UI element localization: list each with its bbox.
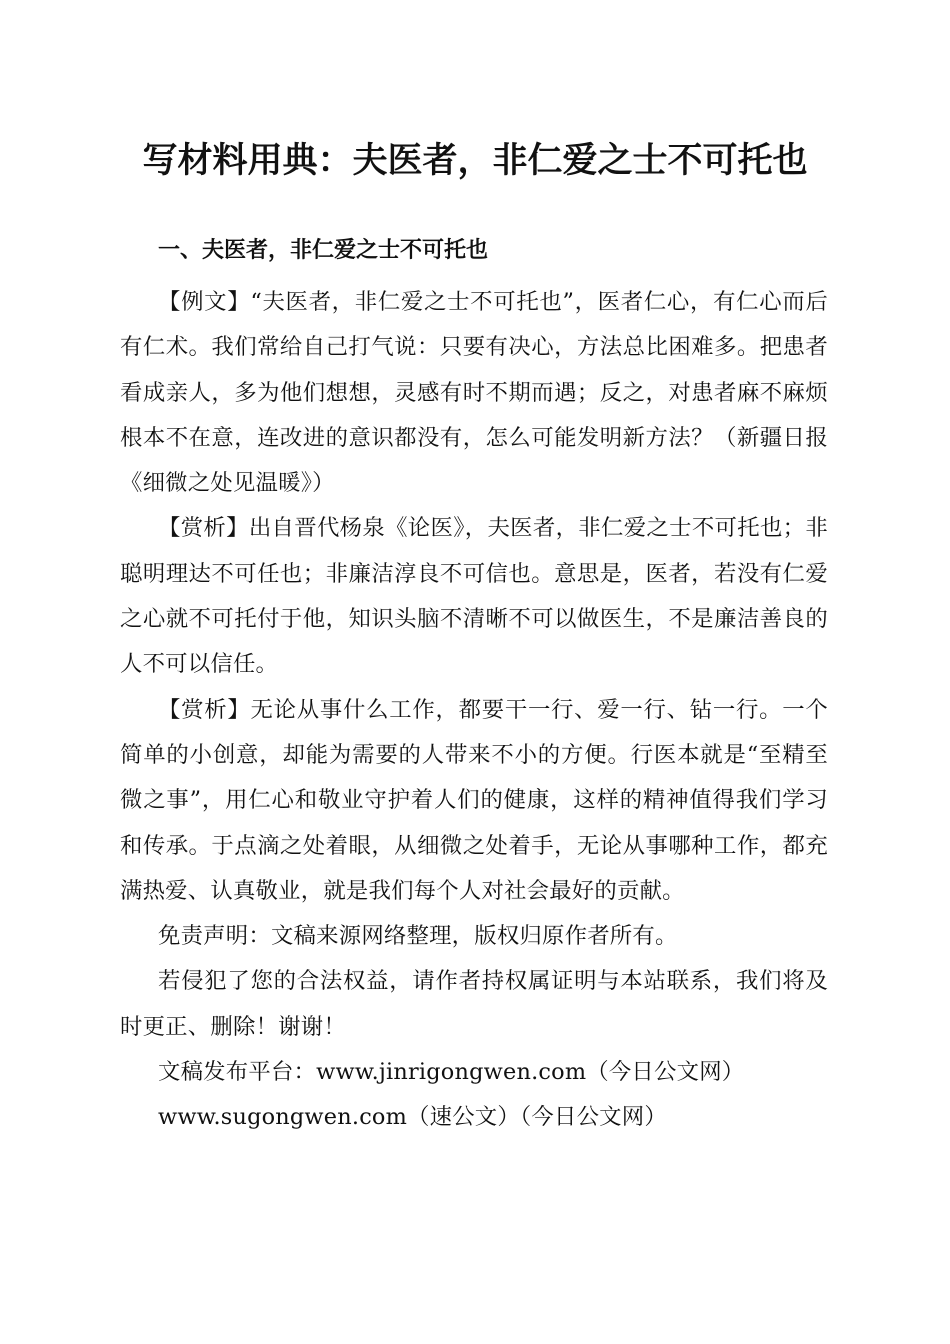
section-heading: 一、夫医者，非仁爱之士不可托也 [158, 238, 489, 263]
paragraph-example: 【例文】“夫医者，非仁爱之士不可托也”，医者仁心，有仁心而后有仁术。我们常给自己打气说：只要有决心，方法总比困难多。把患者看成亲人，多为他们想想，灵感有时不期而遇；反之，对患者麻不麻烦根本不在意，连改进的意识都没有，怎么可能发明新方法？（新疆日报《细微之处见温暖》） [120, 289, 828, 497]
paragraph-analysis-2: 【赏析】无论从事什么工作，都要干一行、爱一行、钻一行。一个简单的小创意，却能为需要的人带来不小的方便。行医本就是“至精至微之事”，用仁心和敬业守护着人们的健康，这样的精神值得我们学习和传承。于点滴之处着眼，从细微之处着手，无论从事哪种工作，都充满热爱、认真敬业，就是我们每个人对社会最好的贡献。 [120, 696, 828, 904]
document-title: 写材料用典：夫医者，非仁爱之士不可托也 [142, 140, 808, 181]
paragraph-contact: 若侵犯了您的合法权益，请作者持权属证明与本站联系，我们将及时更正、删除！谢谢！ [120, 968, 828, 1040]
paragraph-platform: 文稿发布平台：www.jinrigongwen.com（今日公文网） [158, 1059, 745, 1086]
paragraph-analysis-1: 【赏析】出自晋代杨泉《论医》，夫医者，非仁爱之士不可托也；非聪明理达不可任也；非廉洁淳良不可信也。意思是，医者，若没有仁爱之心就不可托付于他，知识头脑不清晰不可以做医生，不是廉洁善良的人不可以信任。 [120, 515, 828, 678]
paragraph-platform-alt: www.sugongwen.com（速公文）（今日公文网） [158, 1104, 667, 1131]
document-body [120, 280, 828, 1141]
paragraph-disclaimer: 免责声明：文稿来源网络整理，版权归原作者所有。 [158, 923, 678, 950]
